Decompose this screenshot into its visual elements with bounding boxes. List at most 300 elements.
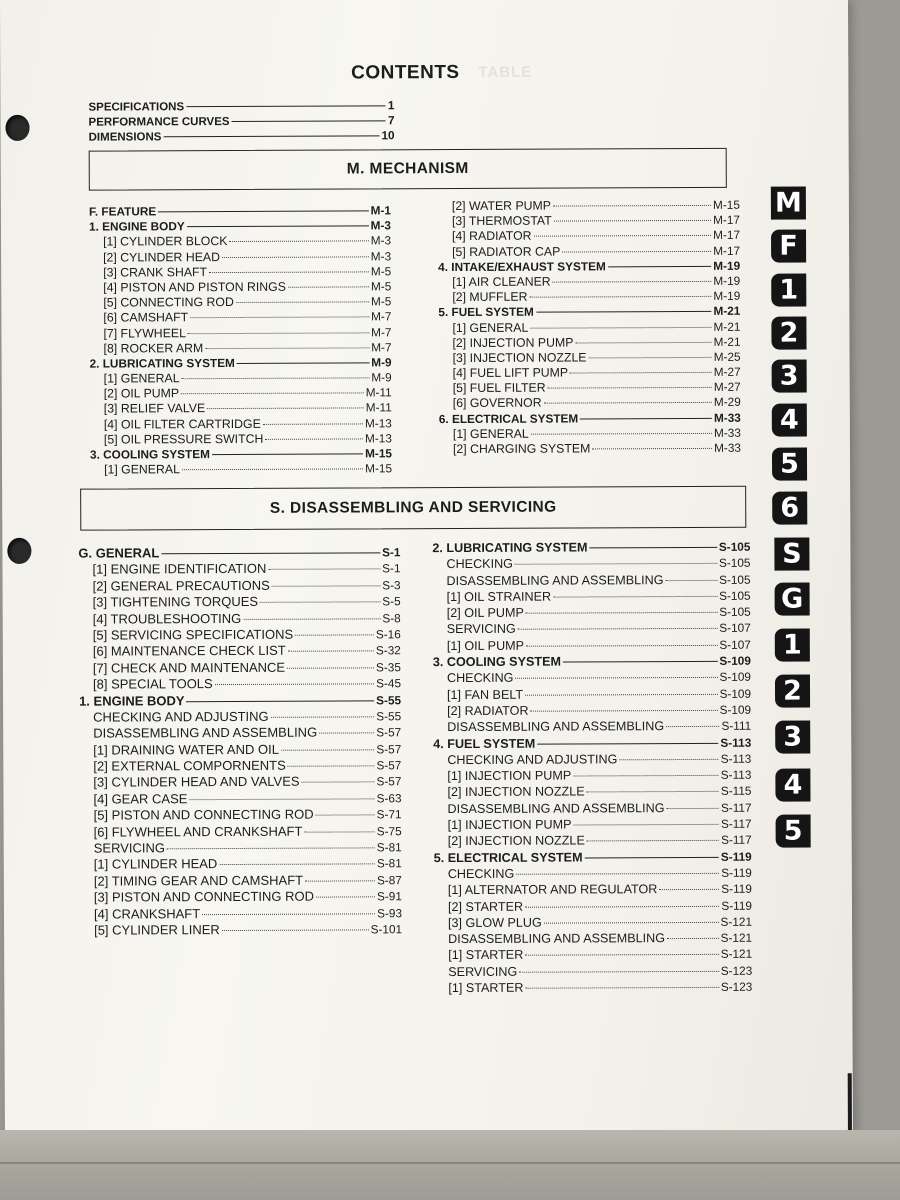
toc-entry-page: 1 [387,98,395,113]
toc-leader [229,241,368,243]
toc-entry-label: PERFORMANCE CURVES [88,115,230,129]
toc-entry [433,751,751,769]
toc-leader [553,205,711,207]
toc-leader [181,393,364,395]
toc-leader [202,913,375,915]
toc-leader [573,775,719,777]
toc-entry-label: [4] OIL FILTER CARTRIDGE [103,416,261,432]
toc-entry [433,718,751,736]
toc-entry-label: [1] FAN BELT [447,687,524,702]
toc-entry-label: [1] DRAINING WATER AND OIL [93,741,279,758]
toc-entry-page: S-101 [370,922,403,937]
toc-entry-label: [4] CRANKSHAFT [93,905,201,922]
toc-entry [434,832,752,850]
toc-entry [89,249,391,266]
toc-leader [281,749,374,750]
toc-leader [237,362,369,364]
toc-entry-page: M-33 [713,425,741,440]
top-contents-list [88,98,394,144]
toc-entry-page: M-11 [365,385,392,400]
toc-leader [562,250,711,252]
toc-entry-label: CHECKING AND ADJUSTING [93,708,269,725]
toc-entry-page: S-5 [382,594,401,609]
toc-entry [89,279,391,296]
toc-entry-label: F. FEATURE [88,204,157,219]
toc-entry-label: [5] CONNECTING ROD [103,295,234,310]
toc-entry-page: S-123 [720,979,753,994]
toc-entry-page: S-57 [376,741,402,757]
toc-entry-label: [1] GENERAL [103,371,180,386]
toc-entry-label: [2] RADIATOR [447,703,529,719]
toc-entry [434,848,752,866]
toc-entry [80,872,402,890]
toc-entry [433,783,751,801]
toc-entry [79,692,401,710]
toc-entry-page: M-5 [370,279,392,294]
toc-leader [544,922,719,924]
toc-entry-label: CHECKING AND ADJUSTING [447,752,618,767]
toc-leader [531,433,712,435]
toc-leader [573,824,719,826]
mechanism-heading [89,148,727,191]
toc-entry-page: M-15 [365,461,393,476]
toc-entry-label: [8] ROCKER ARM [103,340,204,356]
toc-entry-page: M-9 [371,370,392,385]
toc-leader [666,579,718,580]
section-tab-3: 3 [775,720,810,753]
binder-hole [7,538,31,564]
toc-leader [287,667,374,668]
toc-entry-label: [3] GLOW PLUG [448,915,542,930]
toc-entry-label: [4] TROUBLESHOOTING [92,610,242,627]
toc-entry-page: M-21 [713,334,741,349]
toc-leader [288,765,375,766]
toc-entry-label: 4. FUEL SYSTEM [433,736,536,751]
section-tab-5: 5 [776,814,811,847]
toc-entry-label: DIMENSIONS [88,131,162,144]
toc-entry-label: [2] STARTER [447,899,524,914]
toc-entry-page: S-117 [720,800,752,815]
toc-leader [205,347,369,349]
toc-entry-page: M-33 [713,410,741,425]
toc-entry-page: S-119 [721,898,752,913]
toc-entry-page: S-1 [382,545,401,560]
servicing-heading-text: S. DISASSEMBLING AND SERVICING [269,498,557,517]
toc-entry [89,234,391,251]
toc-entry-label: [8] SPECIAL TOOLS [92,676,213,692]
toc-entry-page: M-11 [365,400,392,415]
toc-entry-label: [1] CYLINDER BLOCK [103,234,228,249]
toc-entry [80,856,402,874]
toc-entry [89,264,391,281]
toc-entry [438,228,740,245]
toc-leader [222,929,369,931]
toc-entry-page: M-15 [712,197,740,212]
toc-entry [434,914,752,932]
toc-entry-page: S-71 [376,807,402,822]
toc-leader [189,798,374,800]
toc-entry-page: S-109 [719,686,752,701]
toc-entry-label: [2] INJECTION NOZZLE [447,833,585,849]
toc-entry-label: [4] FUEL LIFT PUMP [452,365,569,381]
toc-entry [439,441,741,458]
toc-entry-label: [3] CYLINDER HEAD AND VALVES [93,774,300,791]
toc-entry [89,128,395,144]
toc-entry-page: M-3 [370,248,392,263]
toc-leader [516,873,719,875]
toc-entry [433,653,751,671]
toc-entry [90,386,392,403]
toc-entry-label: [7] FLYWHEEL [103,325,186,341]
toc-leader [587,791,719,793]
toc-entry-page: S-75 [376,823,402,839]
section-tab-1: 1 [775,628,810,661]
toc-entry [79,725,401,743]
toc-entry-label: 1. ENGINE BODY [88,219,185,234]
toc-entry-label: DISASSEMBLING AND ASSEMBLING [448,931,666,947]
toc-leader [182,377,370,379]
toc-entry-label: [1] GENERAL [104,462,180,477]
section-tab-6: 6 [772,491,807,524]
toc-leader [207,408,364,410]
toc-entry [439,395,741,412]
toc-entry-page: S-1 [382,561,401,576]
toc-entry-label: [3] THERMOSTAT [451,213,552,229]
toc-entry-label: [5] SERVICING SPECIFICATIONS [92,626,294,643]
toc-entry [438,304,740,321]
toc-leader [209,271,369,273]
toc-entry-label: [2] GENERAL PRECAUTIONS [92,577,270,594]
toc-entry-label: [5] CYLINDER LINER [94,922,220,938]
toc-entry [79,659,401,677]
toc-leader [580,418,712,420]
toc-entry-label: [1] CYLINDER HEAD [93,856,218,873]
toc-leader [590,547,717,549]
toc-leader [272,585,380,586]
toc-entry [438,274,740,291]
toc-entry-page: S-113 [720,751,752,766]
section-tab-1: 1 [771,273,806,306]
toc-entry-label: G. GENERAL [78,545,160,561]
toc-entry-page: S-32 [375,643,401,658]
toc-leader [163,135,379,137]
toc-entry-page: M-17 [713,228,741,243]
toc-entry-page: M-27 [713,364,741,379]
toc-entry-page: M-9 [371,355,392,370]
toc-leader [525,987,718,989]
toc-entry-page: M-15 [365,446,393,461]
toc-entry-page: S-63 [376,791,402,806]
toc-entry-page: M-19 [713,258,741,273]
toc-entry-label: 3. COOLING SYSTEM [432,654,561,670]
toc-entry [79,741,401,759]
toc-entry-page: S-113 [720,735,752,750]
toc-leader [553,596,717,598]
toc-entry [89,113,395,129]
toc-leader [525,694,717,696]
toc-entry-page: M-1 [370,203,391,218]
toc-entry-label: 6. ELECTRICAL SYSTEM [438,411,579,426]
toc-leader [529,296,711,298]
section-tab-g: G [775,582,810,615]
toc-entry [88,98,394,114]
toc-entry-label: [5] FUEL FILTER [452,380,546,396]
toc-leader [271,716,375,717]
toc-entry-page: S-8 [382,610,401,625]
toc-entry-label: [4] GEAR CASE [93,791,188,807]
toc-entry-label: CHECKING [446,671,514,686]
toc-leader [182,469,363,471]
toc-entry-label: SERVICING [446,622,516,637]
toc-entry-page: S-105 [719,588,751,603]
toc-entry-page: 7 [387,113,395,128]
toc-entry-page: S-55 [376,709,402,724]
toc-entry-page: M-21 [713,304,741,319]
toc-leader [531,710,718,712]
toc-entry [433,767,751,785]
toc-entry-page: M-3 [370,233,392,248]
toc-entry [438,289,740,306]
toc-entry-label: SERVICING [93,840,166,856]
toc-entry-label: DISASSEMBLING AND ASSEMBLING [447,719,665,735]
section-tab-4: 4 [772,403,807,436]
toc-entry-label: [3] TIGHTENING TORQUES [92,594,259,610]
toc-entry-label: [2] TIMING GEAR AND CAMSHAFT [93,872,304,889]
toc-entry-label: [1] STARTER [448,980,524,996]
toc-entry-label: [2] INJECTION PUMP [452,335,574,350]
toc-entry [90,401,392,418]
toc-entry-page: S-121 [720,914,753,929]
toc-entry [90,355,392,372]
toc-entry [439,350,741,367]
toc-entry [79,790,401,808]
toc-entry-label: [4] PISTON AND PISTON RINGS [103,279,286,295]
toc-entry [439,380,741,397]
toc-leader [530,326,711,328]
toc-entry [79,593,401,611]
toc-entry-label: [6] FLYWHEEL AND CRANKSHAFT [93,823,303,840]
toc-entry-label: 2. LUBRICATING SYSTEM [89,355,235,371]
toc-leader [187,226,369,228]
toc-entry-label: [5] OIL PRESSURE SWITCH [103,431,264,447]
toc-entry-page: S-105 [719,604,751,620]
section-tab-m: M [771,186,806,219]
toc-entry [89,325,391,342]
toc-leader [265,438,363,439]
toc-entry [438,319,740,336]
toc-entry-label: [1] ENGINE IDENTIFICATION [92,561,267,577]
toc-entry-label: 3. COOLING SYSTEM [89,447,210,462]
toc-entry-page: M-27 [713,380,741,395]
toc-leader [260,602,380,604]
toc-entry-page: S-3 [382,578,401,593]
toc-entry-page: S-121 [720,947,753,962]
toc-entry-page: S-57 [376,725,402,740]
toc-entry-label: SERVICING [448,964,518,979]
toc-entry-page: S-87 [376,873,402,888]
toc-entry-page: S-123 [720,963,753,978]
toc-leader [553,281,712,283]
toc-entry [438,213,740,230]
toc-entry-label: [4] RADIATOR [452,229,532,244]
toc-entry [79,708,401,726]
toc-entry-label: DISASSEMBLING AND ASSEMBLING [446,572,664,588]
toc-entry-label: [1] INJECTION PUMP [447,768,572,784]
toc-entry-page: 10 [381,128,395,143]
toc-entry-label: [3] PISTON AND CONNECTING ROD [93,888,315,905]
section-tab-2: 2 [771,316,806,349]
toc-entry-label: [1] INJECTION PUMP [447,817,572,833]
toc-leader [222,256,369,258]
toc-entry [434,881,752,899]
bleed-through-text: TABLE [478,63,533,81]
toc-leader [319,733,374,734]
toc-entry [432,555,750,573]
toc-leader [519,971,718,973]
toc-entry-page: M-7 [371,324,392,339]
toc-entry-page: S-119 [721,881,752,897]
toc-leader [525,905,719,907]
toc-entry [89,203,391,220]
toc-entry [79,610,401,628]
toc-entry-label: [7] CHECK AND MAINTENANCE [92,659,286,676]
toc-entry-page: S-35 [375,659,401,675]
toc-entry [89,340,391,357]
servicing-right-column [432,539,752,997]
toc-entry-label: [1] OIL STRAINER [446,589,552,604]
toc-entry-page: M-29 [713,395,741,410]
toc-entry [90,446,392,463]
toc-entry-page: S-81 [376,840,402,855]
toc-entry-page: S-107 [719,621,751,636]
toc-entry-label: [1] GENERAL [452,426,529,441]
toc-entry [80,807,402,825]
section-tab-3: 3 [772,359,807,392]
toc-leader [302,782,375,783]
toc-entry-page: S-105 [718,539,751,554]
toc-entry-page: M-5 [370,294,392,309]
toc-entry-page: S-55 [376,692,402,707]
toc-entry [80,888,402,906]
section-tab-2: 2 [775,674,810,707]
servicing-left-column [78,544,402,939]
toc-entry [80,921,402,939]
toc-leader [659,889,719,890]
toc-leader [534,235,712,237]
toc-entry [89,310,391,327]
toc-leader [305,880,375,881]
toc-leader [212,453,363,455]
toc-entry-label: [1] OIL PUMP [446,638,525,653]
toc-entry-page: S-57 [376,758,402,773]
toc-entry [439,365,741,382]
toc-entry-page: M-33 [714,440,741,455]
toc-entry-page: M-21 [713,319,741,334]
wood-surface [0,1130,900,1200]
toc-entry-page: M-7 [371,339,392,355]
toc-entry-page: S-121 [720,930,753,945]
toc-entry-label: [2] MUFFLER [452,289,528,305]
toc-leader [525,954,718,956]
toc-entry [434,816,752,834]
toc-entry-page: S-117 [720,816,752,831]
toc-entry-label: [2] OIL PUMP [446,605,524,621]
toc-entry [433,702,751,720]
toc-entry-label: [1] STARTER [448,948,524,963]
toc-entry-label: [6] CAMSHAFT [103,310,189,325]
toc-entry [438,334,740,351]
mechanism-right-column [438,198,741,458]
toc-leader [608,266,712,267]
toc-leader [518,628,717,630]
toc-entry-page: S-109 [719,670,751,685]
toc-leader [563,661,717,663]
section-tab-5: 5 [772,447,807,480]
toc-entry-page: S-109 [719,702,752,717]
toc-entry-label: [3] INJECTION NOZZLE [452,350,587,365]
toc-leader [667,938,719,939]
toc-leader [536,311,712,313]
toc-entry [80,839,402,857]
toc-entry [79,675,401,693]
toc-entry [79,626,401,644]
toc-leader [619,759,718,760]
toc-entry-page: S-113 [720,767,752,783]
toc-entry-page: S-91 [376,889,402,904]
toc-leader [158,210,368,212]
toc-entry [433,734,751,752]
toc-entry [434,946,752,964]
toc-entry [434,930,752,948]
page-title: CONTENTS [351,61,460,84]
toc-entry [89,218,391,235]
toc-entry [433,685,751,703]
toc-entry [90,416,392,433]
toc-leader [537,742,718,744]
toc-entry-page: S-119 [720,849,752,864]
toc-leader [263,423,363,424]
mechanism-heading-text: M. MECHANISM [346,159,469,178]
toc-entry-label: [3] CRANK SHAFT [103,264,208,280]
toc-entry-label: SPECIFICATIONS [88,101,185,114]
toc-entry-page: S-115 [720,784,752,799]
toc-leader [236,302,369,304]
toc-entry-label: [5] PISTON AND CONNECTING ROD [93,806,314,823]
toc-leader [186,105,386,107]
toc-entry [90,370,392,387]
toc-leader [316,815,375,816]
toc-entry-label: [2] CYLINDER HEAD [103,249,221,265]
toc-leader [544,402,712,404]
toc-entry [80,823,402,841]
toc-entry-label: 1. ENGINE BODY [79,692,185,709]
toc-entry-page: S-109 [719,653,751,668]
toc-leader [190,317,369,319]
toc-entry [79,774,401,792]
servicing-heading [80,486,746,531]
toc-leader [243,618,380,620]
section-tab-4: 4 [775,768,810,801]
toc-entry [79,643,401,661]
toc-entry [89,294,391,311]
toc-entry [434,962,752,980]
toc-leader [570,372,712,374]
toc-leader [288,286,369,287]
toc-entry-page: M-25 [713,349,741,364]
section-tab-s: S [774,537,809,570]
toc-entry-label: [6] GOVERNOR [452,396,542,411]
toc-leader [515,563,717,565]
